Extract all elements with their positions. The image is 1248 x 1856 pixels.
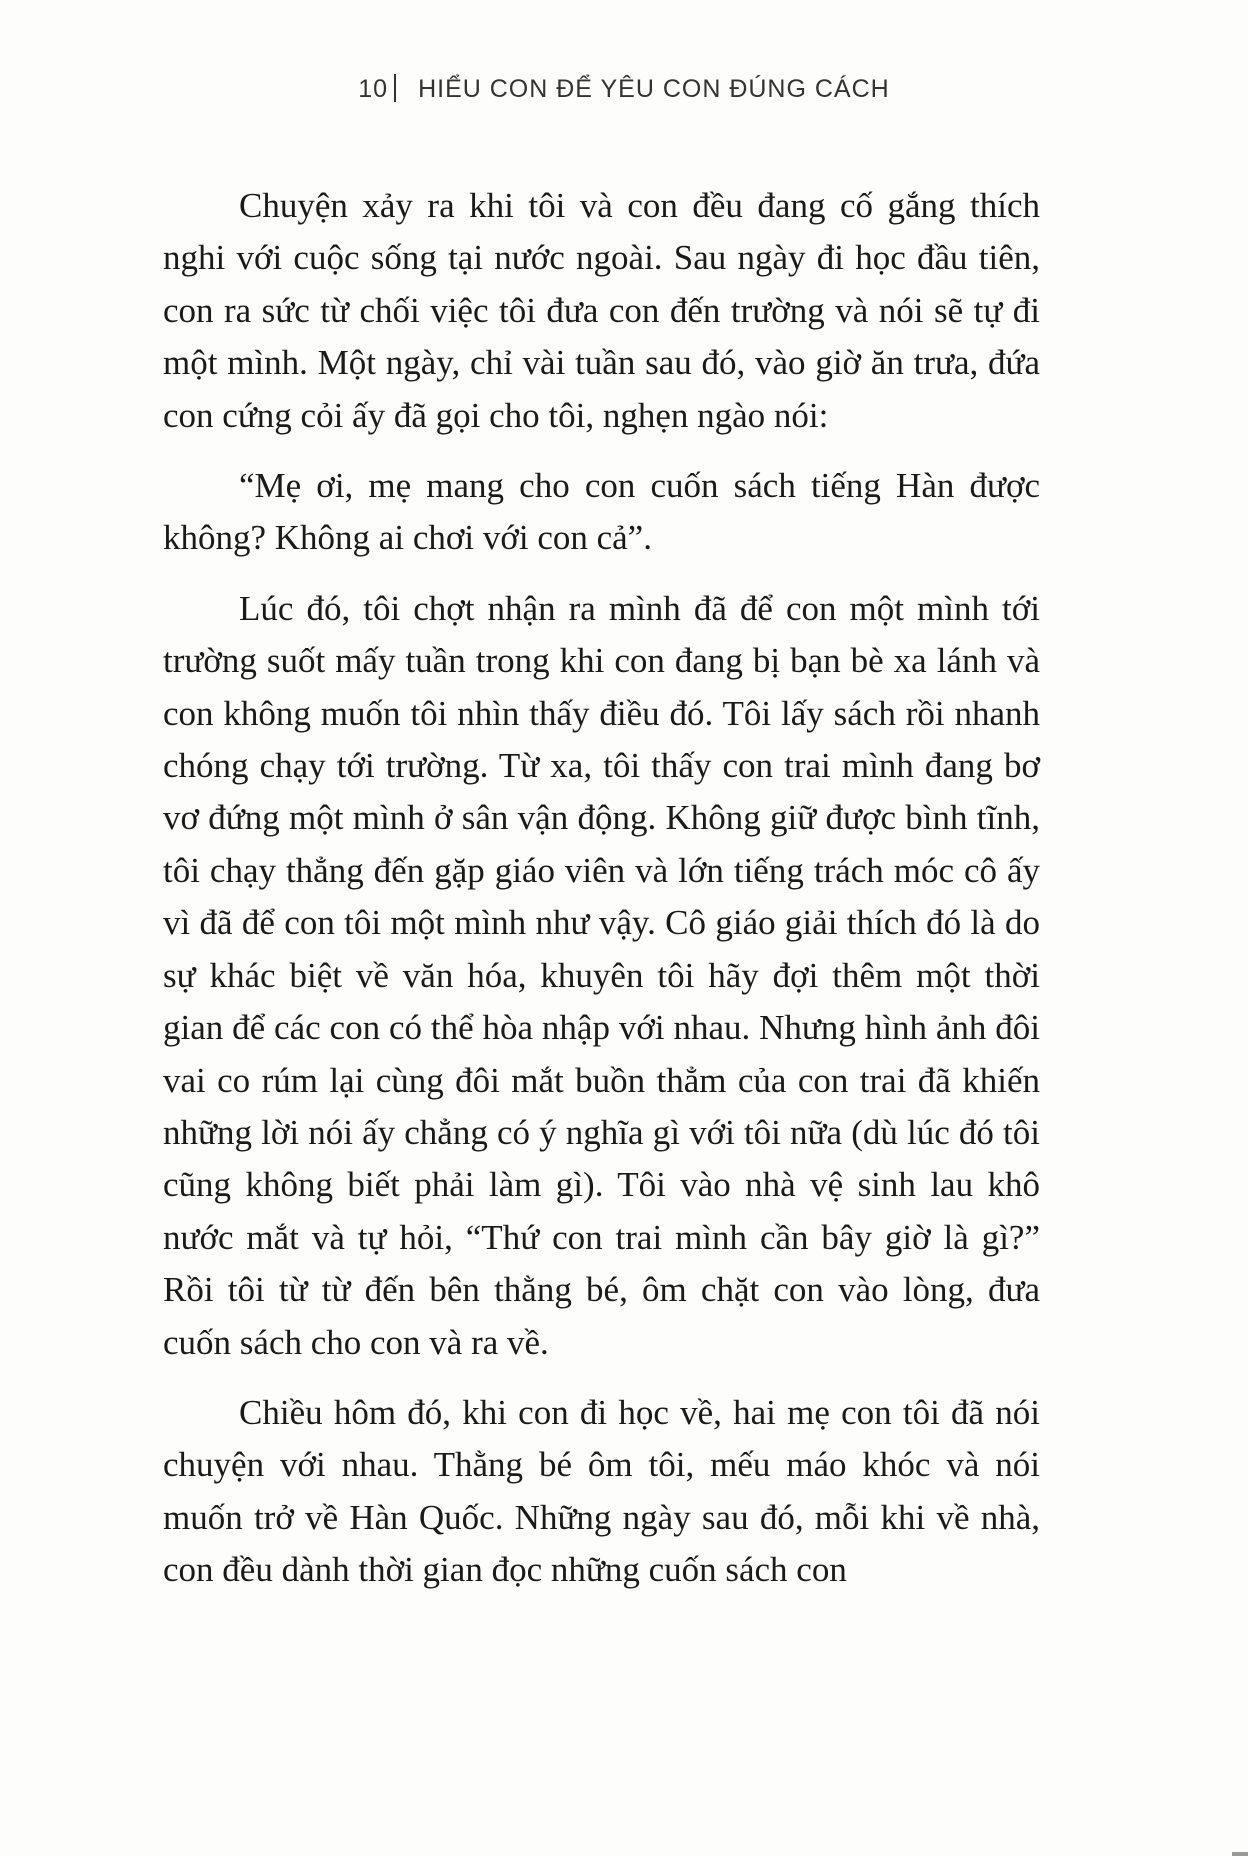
paragraph-2-quote: “Mẹ ơi, mẹ mang cho con cuốn sách tiếng Hàn được không? Không ai chơi với con cả”. [163,466,1040,558]
running-header [0,74,1248,104]
page-edge-mark [1232,1852,1248,1856]
header-divider [394,74,396,102]
page-number: 10 [358,75,389,103]
paragraph-3: Lúc đó, tôi chợt nhận ra mình đã để con một mình tới trường suốt mấy tuần trong khi con đang bị bạn bè xa lánh và con không muốn tôi nhìn thấy điều đó. Tôi lấy sách rồi nhanh chóng chạy tới trường. Từ xa, tôi thấy con trai mình đang bơ vơ đứng một mình ở sân vận động. Không giữ được bình tĩnh, tôi chạy thẳng đến gặp giáo viên và lớn tiếng trách móc cô ấy vì đã để con tôi một mình như vậy. Cô giáo giải thích đó là do sự khác biệt về văn hóa, khuyên tôi hãy đợi thêm một thời gian để các con có thể hòa nhập với nhau. Nhưng hình ảnh đôi vai co rúm lại cùng đôi mắt buồn thẳm của con trai đã khiến những lời nói ấy chẳng có ý nghĩa gì với tôi nữa (dù lúc đó tôi cũng không biết phải làm gì). Tôi vào nhà vệ sinh lau khô nước mắt và tự hỏi, “Thứ con trai mình cần bây giờ là gì?” Rồi tôi từ từ đến bên thằng bé, ôm chặt con vào lòng, đưa cuốn sách cho con và ra về. [163,588,1040,1362]
book-title: HIỂU CON ĐỂ YÊU CON ĐÚNG CÁCH [418,75,890,103]
paragraph-4: Chiều hôm đó, khi con đi học về, hai mẹ con tôi đã nói chuyện với nhau. Thằng bé ôm tôi, mếu máo khóc và nói muốn trở về Hàn Quốc. Những ngày sau đó, mỗi khi về nhà, con đều dành thời gian đọc những cuốn sách con [163,1392,1040,1590]
paragraph-1: Chuyện xảy ra khi tôi và con đều đang cố gắng thích nghi với cuộc sống tại nước ngoài. Sau ngày đi học đầu tiên, con ra sức từ chối việc tôi đưa con đến trường và nói sẽ tự đi một mình. Một ngày, chỉ vài tuần sau đó, vào giờ ăn trưa, đứa con cứng cỏi ấy đã gọi cho tôi, nghẹn ngào nói: [163,186,1040,435]
body-text [163,180,1040,1615]
